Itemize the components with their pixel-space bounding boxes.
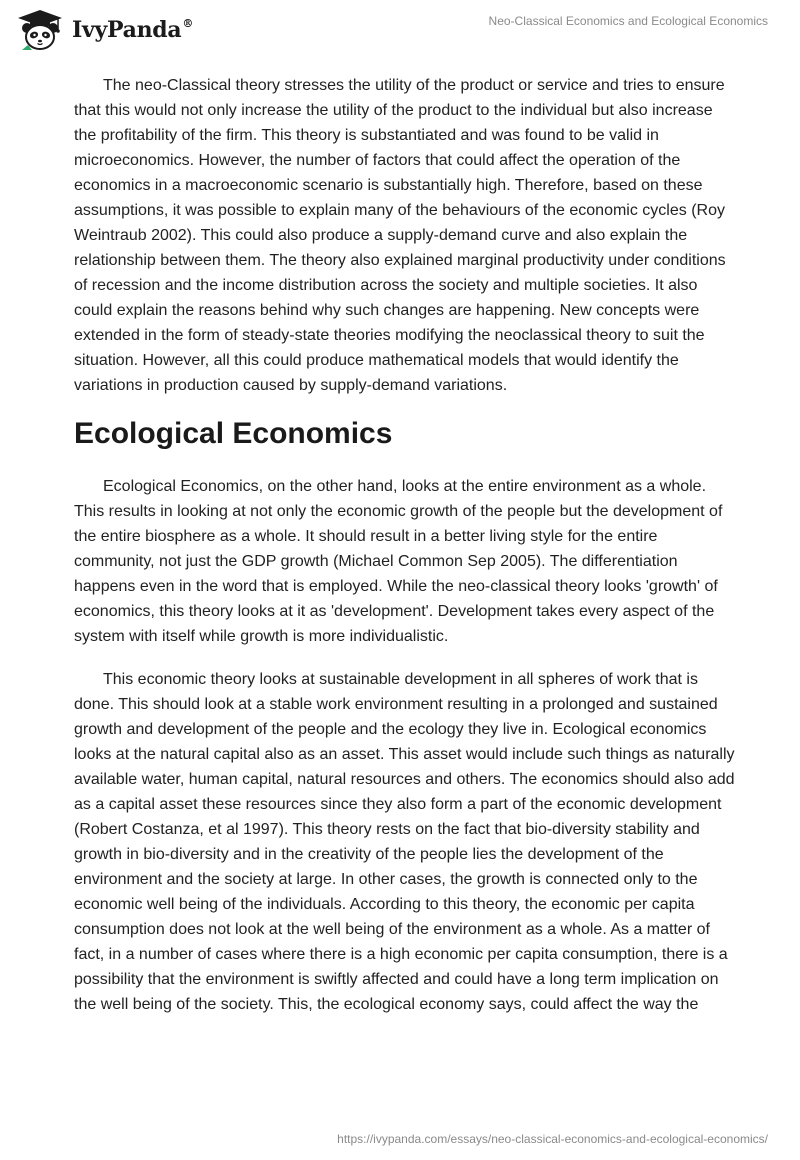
section-paragraph-1: Ecological Economics, on the other hand, looks at the entire environment as a whole. This results in looking at not only the economic growth of the people but the development of the entire biosphere as a whole. It should result in a better living style for the entire community, not just the GDP growth (Michael Common Sep 2005). The differentiation happens even in the word that is employed. While the neo-classical theory looks 'growth' of economics, this theory looks at it as 'development'. Development takes every aspect of the system with itself while growth is more individualistic. <box>74 478 723 645</box>
article-body <box>74 73 736 1035</box>
page-header <box>0 0 800 60</box>
source-url-link[interactable]: https://ivypanda.com/essays/neo-classical-economics-and-ecological-economics/ <box>337 1132 768 1146</box>
brand-name <box>72 17 193 43</box>
panda-graduate-icon <box>14 8 66 52</box>
registered-mark: ® <box>182 17 194 30</box>
intro-paragraph: The neo-Classical theory stresses the utility of the product or service and tries to ensure that this would not only increase the utility of the product to the individual but also increase the profitability of the firm. This theory is substantiated and was found to be valid in microeconomics. However, the number of factors that could affect the operation of the economics in a macroeconomic scenario is substantially high. Therefore, based on these assumptions, it was possible to explain many of the behaviours of the economic cycles (Roy Weintraub 2002). This could also produce a supply-demand curve and also explain the relationship between them. The theory also explained marginal productivity under conditions of recession and the income distribution across the society and multiple societies. It also could explain the reasons behind why such changes are happening. New concepts were extended in the form of steady-state theories modifying the neoclassical theory to suit the situation. However, all this could produce mathematical models that would identify the variations in production caused by supply-demand variations. <box>74 77 726 394</box>
logo-link[interactable] <box>14 8 193 52</box>
section-paragraph-2: This economic theory looks at sustainable development in all spheres of work that is done. This should look at a stable work environment resulting in a prolonged and sustained growth and development of the people and the ecology they live in. Ecological economics looks at the natural capital also as an asset. This asset would include such things as naturally available water, human capital, natural resources and others. The economics should also add as a capital asset these resources since they also form a part of the economic development (Robert Costanza, et al 1997). This theory rests on the fact that bio-diversity stability and growth in bio-diversity and in the creativity of the people lies the development of the environment and the society at large. In other cases, the growth is connected only to the economic well being of the individuals. According to this theory, the economic per capita consumption does not look at the well being of the environment as a whole. As a matter of fact, in a number of cases where there is a high economic per capita consumption, there is a possibility that the environment is swiftly affected and could have a long term implication on the well being of the society. This, the ecological economy says, could affect the way the <box>74 671 735 1013</box>
brand-name-text: IvyPanda <box>72 17 182 43</box>
document-title: Neo-Classical Economics and Ecological Economics <box>488 14 768 28</box>
section-heading: Ecological Economics <box>74 417 393 450</box>
